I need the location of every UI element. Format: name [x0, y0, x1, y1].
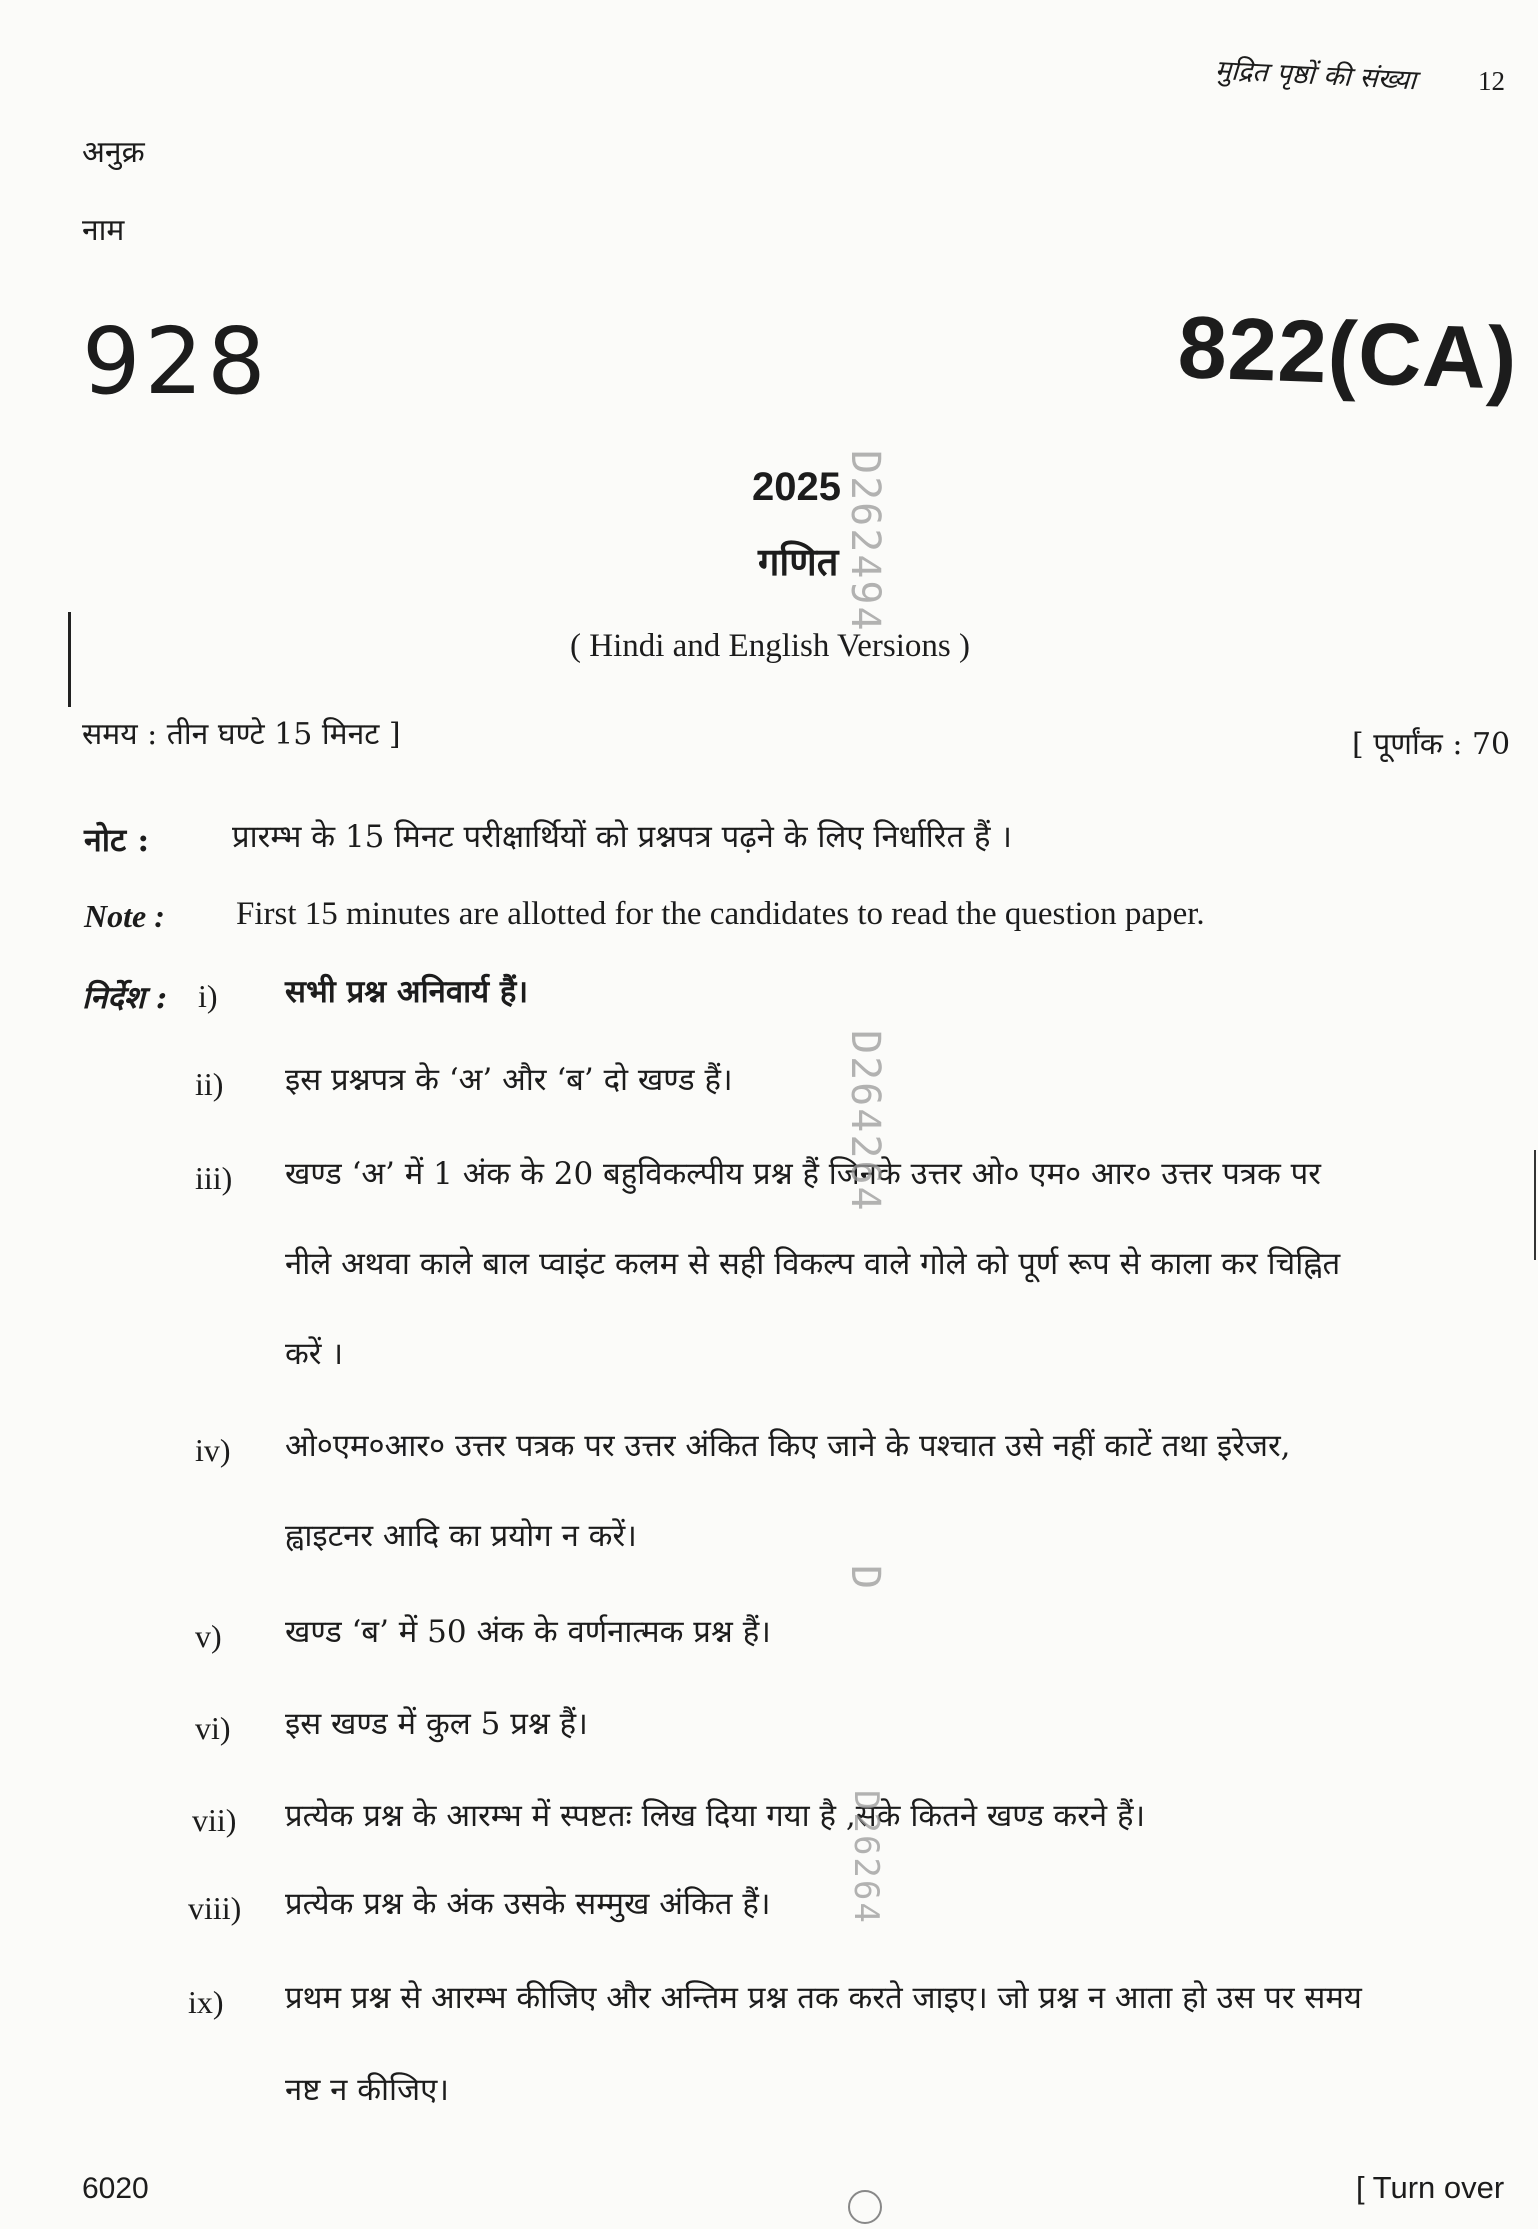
instruction-line: प्रथम प्रश्न से आरम्भ कीजिए और अन्तिम प्रश्न तक करते जाइए। जो प्रश्न न आता हो उस पर समय [285, 1980, 1362, 2016]
instruction-line: ह्वाइटनर आदि का प्रयोग न करें। [285, 1518, 637, 1554]
instruction-line: ओ०एम०आर० उत्तर पत्रक पर उत्तर अंकित किए जाने के पश्चात उसे नहीं काटें तथा इरेजर, [285, 1428, 1291, 1464]
serial-stamp: D264264 [842, 1030, 888, 1213]
instruction-number: iv) [195, 1432, 231, 1468]
instruction-number: viii) [188, 1890, 242, 1926]
pages-printed-label: मुद्रित पृष्ठों की संख्या [1214, 54, 1417, 97]
note-hindi-text: प्रारम्भ के 15 मिनट परीक्षार्थियों को प्रश्नपत्र पढ़ने के लिए निर्धारित हैं । [232, 819, 1013, 855]
instruction-number: v) [195, 1618, 222, 1654]
instruction-line: खण्ड ‘अ’ में 1 अंक के 20 बहुविकल्पीय प्रश्न हैं जिनके उत्तर ओ० एम० आर० उत्तर पत्रक पर [285, 1156, 1321, 1192]
instruction-line: सभी प्रश्न अनिवार्य हैं। [285, 974, 529, 1010]
handwritten-number: 928 [82, 308, 270, 415]
instruction-number: vi) [195, 1710, 231, 1746]
exam-year: 2025 [752, 465, 841, 509]
subject-title: गणित [758, 539, 839, 584]
pages-printed-value: 12 [1478, 66, 1505, 96]
instruction-number: vii) [192, 1802, 237, 1838]
name-label: नाम [82, 213, 125, 248]
footer-code: 6020 [82, 2172, 149, 2205]
instruction-line: नीले अथवा काले बाल प्वाइंट कलम से सही विकल्प वाले गोले को पूर्ण रूप से काला कर चिह्नित [285, 1246, 1341, 1282]
note-english-label: Note : [84, 898, 165, 934]
paper-code: 822(CA) [1176, 297, 1520, 408]
roll-number-label: अनुक्र [82, 135, 145, 170]
instruction-line: प्रत्येक प्रश्न के अंक उसके सम्मुख अंकित हैं। [285, 1886, 771, 1922]
instruction-number: ix) [188, 1984, 224, 2020]
instruction-number: ii) [195, 1066, 224, 1102]
turn-over-label: [ Turn over [1356, 2170, 1505, 2205]
instruction-line: नष्ट न कीजिए। [285, 2072, 449, 2108]
instruction-line: करें । [285, 1336, 344, 1372]
instruction-line: इस खण्ड में कुल 5 प्रश्न हैं। [285, 1706, 588, 1742]
serial-stamp: D26264 [846, 1790, 886, 1925]
language-versions: ( Hindi and English Versions ) [570, 628, 970, 664]
margin-mark [68, 612, 71, 707]
instruction-line: इस प्रश्नपत्र के ‘अ’ और ‘ब’ दो खण्ड हैं। [285, 1062, 733, 1098]
instruction-number: iii) [195, 1160, 233, 1196]
serial-stamp: D262494 [842, 450, 888, 633]
time-allowed: समय : तीन घण्टे 15 मिनट ] [82, 717, 401, 752]
page-circle-mark [848, 2190, 882, 2224]
edge-mark [1534, 1150, 1536, 1260]
instruction-number: i) [198, 978, 218, 1014]
instructions-label: निर्देश : [82, 980, 168, 1016]
note-english-text: First 15 minutes are allotted for the candidates to read the question paper. [236, 896, 1205, 932]
instruction-line: खण्ड ‘ब’ में 50 अंक के वर्णनात्मक प्रश्न हैं। [285, 1614, 771, 1650]
instruction-line: प्रत्येक प्रश्न के आरम्भ में स्पष्टतः लिख दिया गया है ,सके कितने खण्ड करने हैं। [285, 1798, 1146, 1834]
serial-stamp: D [842, 1565, 888, 1592]
note-hindi-label: नोट : [84, 821, 150, 859]
maximum-marks: [ पूर्णांक : 70 [1352, 727, 1511, 762]
